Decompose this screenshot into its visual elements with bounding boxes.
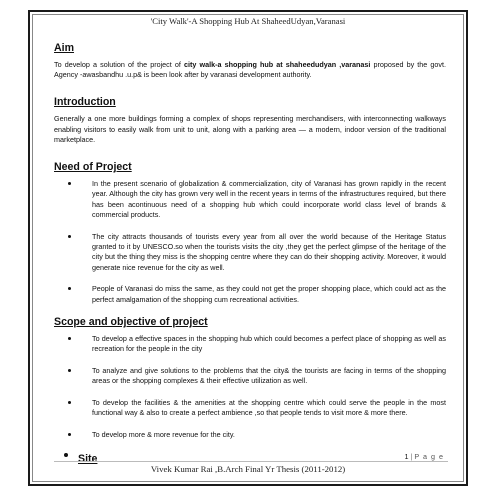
bullet-icon bbox=[68, 337, 71, 340]
scope-item-text: To develop a effective spaces in the shopping hub which could becomes a perfect place of shopping as well as recreation for the people in the city bbox=[92, 334, 446, 354]
need-list-item bbox=[54, 179, 446, 221]
page-number-label: P a g e bbox=[414, 452, 444, 461]
aim-text-prefix: To develop a solution of the project of bbox=[54, 60, 184, 69]
need-list-item bbox=[54, 232, 446, 274]
scope-item-text: To develop the facilities & the amenities at the shopping centre which could serve the people in the most functional way & also to create a perfect ambience ,so that people tends to visit more & more there. bbox=[92, 397, 446, 418]
need-list-item bbox=[54, 284, 446, 305]
bullet-icon bbox=[68, 433, 71, 436]
need-item-text: In the present scenario of globalization & commercialization, city of Varanasi has grown rapidly in the recent year. Although the city has grown very well in the recent years in terms of the infrastructures required, but there has been acontinuous need of a shopping hub which could incorporate world class level of brands & commercial products. bbox=[92, 179, 446, 220]
scope-item-text: To analyze and give solutions to the problems that the city& the tourists are facing in terms of the shopping areas or the shopping complexes & their effective utilization as well. bbox=[92, 365, 446, 386]
scope-list-item bbox=[54, 366, 446, 387]
bullet-icon bbox=[68, 369, 71, 372]
scope-item-text: To develop more & more revenue for the city. bbox=[92, 429, 235, 439]
scope-list-item bbox=[54, 398, 446, 419]
aim-text-bold: city walk-a shopping hub at shaheedudyan ,varanasi bbox=[183, 60, 371, 69]
need-item-text: The city attracts thousands of tourists every year from all over the world because of the Heritage Status granted to it by UNESCO.so when the tourists visits the city ,they get the perfect glimpse of the heritage of the city but the thing they miss is the shopping centre where they can do their shopping activity. Moreover, it would generate nice revenue for the city as well. bbox=[92, 231, 446, 272]
need-section bbox=[54, 161, 446, 305]
bullet-icon bbox=[68, 401, 71, 404]
scope-list bbox=[54, 334, 446, 440]
bullet-icon bbox=[68, 182, 71, 185]
aim-text-suffix: proposed by the govt. Agency -awasbandhu .u.p& is been look after by varanasi development authority. bbox=[54, 60, 446, 80]
scope-heading: Scope and objective of project bbox=[54, 316, 208, 329]
page-number-separator: | bbox=[410, 452, 413, 461]
bullet-icon bbox=[68, 287, 71, 290]
introduction-section bbox=[54, 96, 446, 145]
page-number bbox=[404, 452, 444, 461]
scope-list-item bbox=[54, 334, 446, 355]
scope-section bbox=[54, 316, 446, 440]
aim-heading: Aim bbox=[54, 42, 75, 54]
site-heading: Site bbox=[78, 452, 98, 465]
running-footer: Vivek Kumar Rai ,B.Arch Final Yr Thesis (2011-2012) bbox=[150, 464, 346, 474]
introduction-heading: Introduction bbox=[54, 96, 116, 109]
need-list bbox=[54, 179, 446, 305]
page-number-value: 1 bbox=[404, 452, 409, 461]
aim-section bbox=[54, 42, 446, 80]
bullet-icon bbox=[64, 453, 68, 457]
footer-divider bbox=[54, 461, 448, 462]
scope-list-item bbox=[54, 430, 446, 440]
aim-text bbox=[54, 60, 446, 80]
bullet-icon bbox=[68, 235, 71, 238]
document-page bbox=[28, 10, 468, 486]
running-header: 'City Walk'-A Shopping Hub At ShaheedUdyan,Varanasi bbox=[150, 16, 346, 26]
page-content bbox=[54, 42, 446, 467]
introduction-text: Generally a one more buildings forming a complex of shops representing merchandisers, with interconnecting walkways enabling visitors to easily walk from unit to unit, along with a parking area — a modern, indoor version of the traditional marketplace. bbox=[54, 114, 446, 144]
need-heading: Need of Project bbox=[54, 161, 132, 174]
need-item-text: People of Varanasi do miss the same, as they could not get the proper shopping place, which could act as the perfect amalgamation of the shopping cum recreational activities. bbox=[92, 284, 446, 304]
